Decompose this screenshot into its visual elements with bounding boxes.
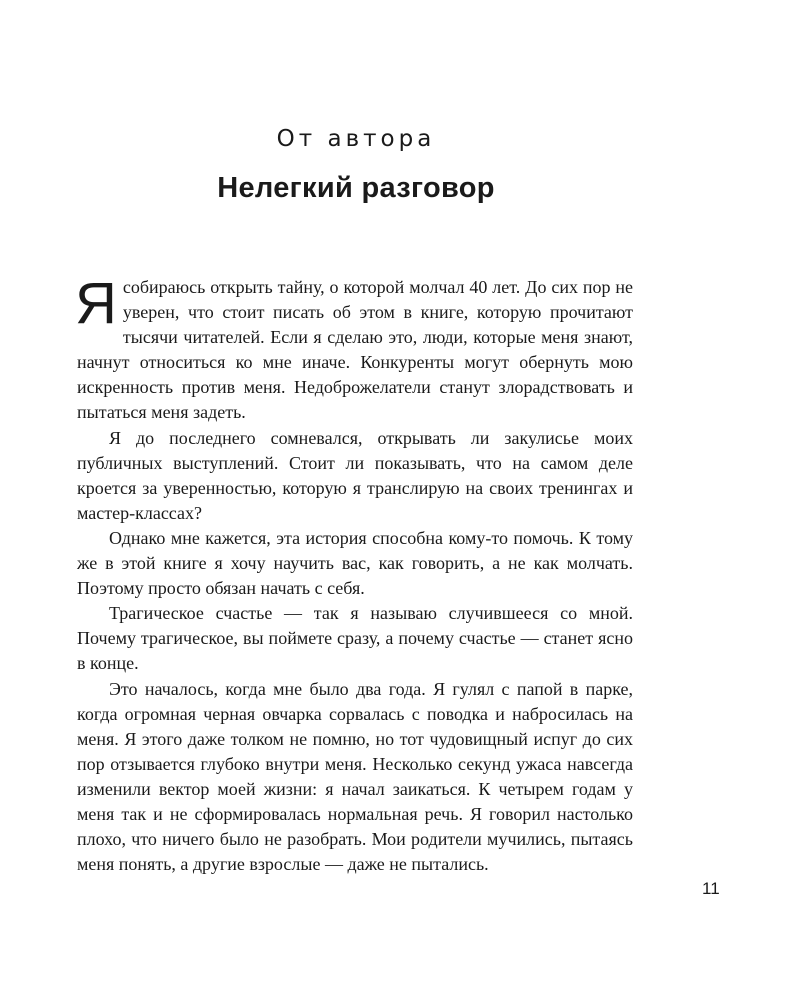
- chapter-title: Нелегкий разговор: [217, 172, 495, 204]
- body-text: [75, 271, 633, 877]
- paragraph-5: Это началось, когда мне было два года. Я гулял с папой в парке, когда огромная черная овчарка сорвалась с поводка и набросилась на меня. Я этого даже толком не помню, но тот чудовищный испуг до сих пор отзывается глубоко внутри меня. Несколько секунд ужаса навсегда изменили вектор моей жизни: я начал заикаться. К четырем годам у меня так и не сформировалась нормальная речь. Я говорил настолько плохо, что ничего было не разобрать. Мои родители мучились, пытаясь меня понять, а другие взрослые — даже не пытались.: [77, 678, 633, 875]
- section-label: От автора: [276, 126, 436, 152]
- paragraph-1-text: собираюсь открыть тайну, о которой молчал 40 лет. До сих пор не уверен, что стоит писать об этом в книге, которую прочитают тысячи читателей. Если я сделаю это, люди, которые меня знают, начнут относиться ко мне иначе. Конкуренты могут обернуть мою искренность против меня. Недоброжелатели станут злорадствовать и пытаться меня задеть.: [77, 277, 633, 423]
- drop-cap: Я: [75, 271, 117, 336]
- paragraph-1: [75, 271, 633, 426]
- paragraph-4: Трагическое счастье — так я называю случившееся со мной. Почему трагическое, вы поймете сразу, а почему счастье — станет ясно в конце.: [77, 603, 633, 674]
- page-number: 11: [702, 879, 720, 898]
- paragraph-2: Я до последнего сомневался, открывать ли закулисье моих публичных выступлений. Стоит ли показывать, что на самом деле кроется за уверенностью, которую я транслирую на своих тренингах и мастер-классах?: [77, 427, 633, 523]
- paragraph-3: Однако мне кажется, эта история способна кому-то помочь. К тому же в этой книге я хочу научить вас, как говорить, а не как молчать. Поэтому просто обязан начать с себя.: [77, 527, 633, 599]
